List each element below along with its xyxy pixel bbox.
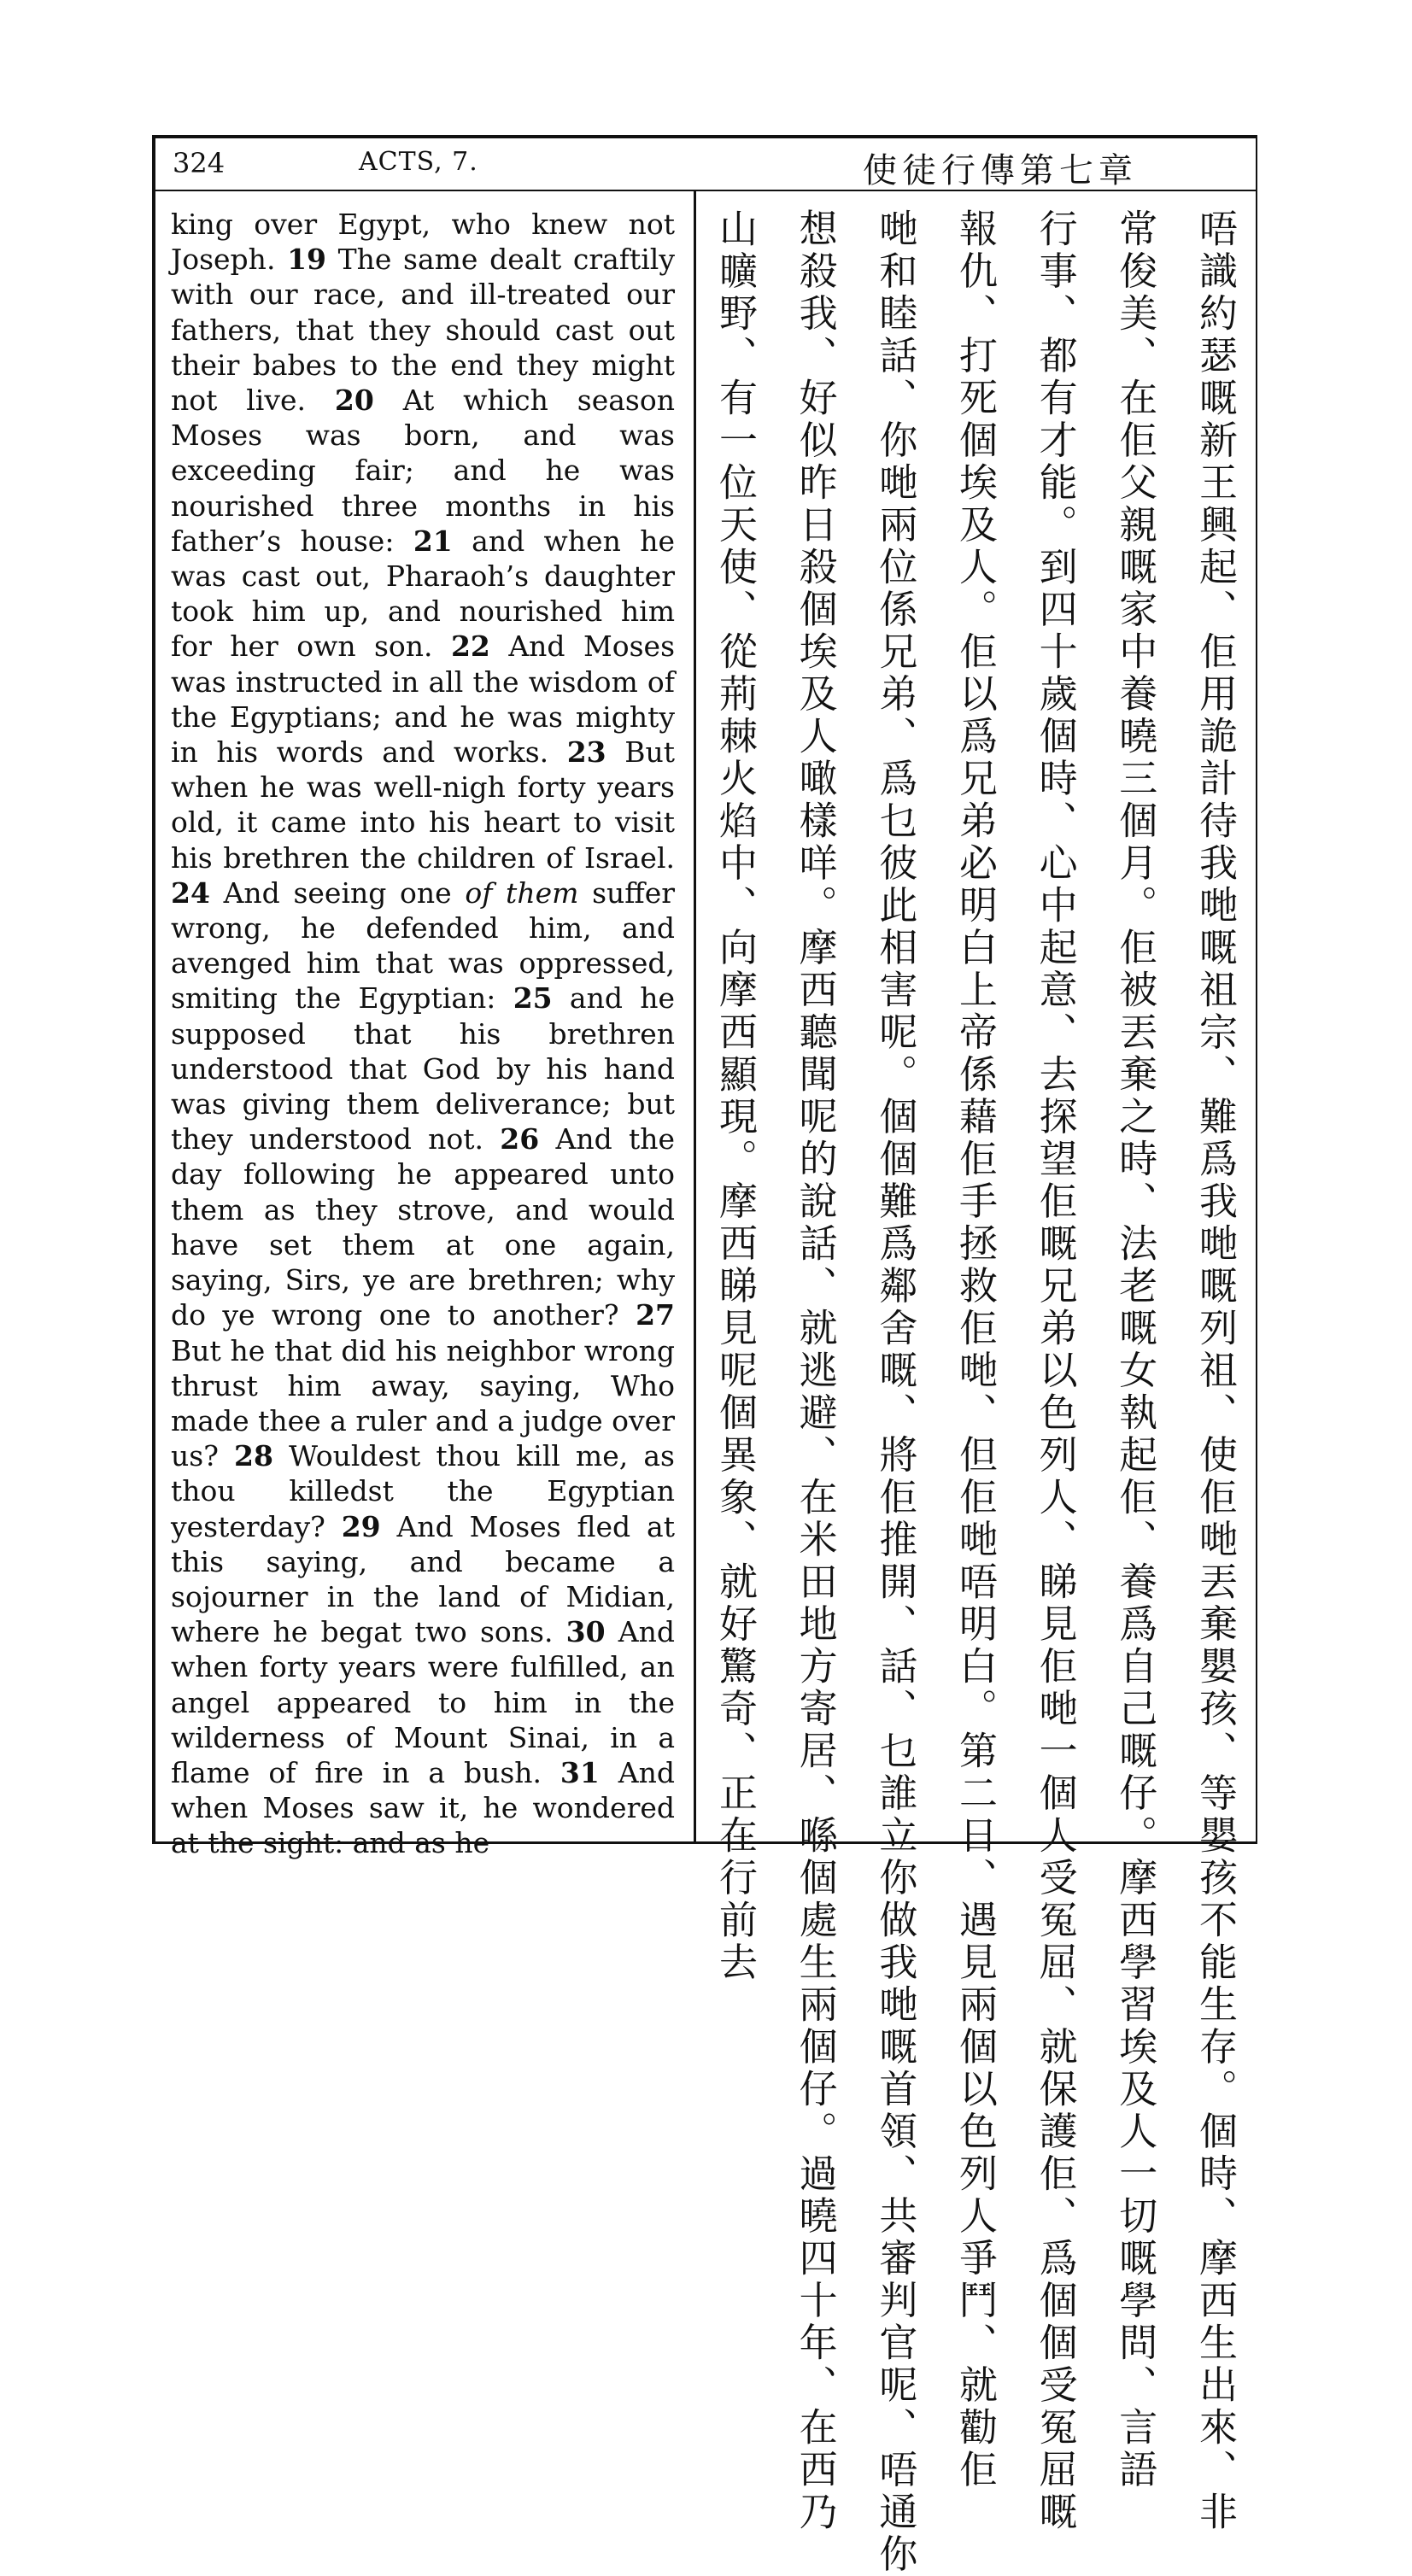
sentence: suffer wrong, he defended him, and avenged him that was oppressed, smiting the Egyptian: — [171, 875, 675, 1016]
sentence: and he supposed that his brethren understood that God by his hand was giving them deliverance; but they understood not. — [171, 981, 676, 1156]
verse-number: 22 — [450, 629, 490, 664]
page-number: 324 — [173, 147, 226, 179]
sentence: Wouldest thou kill me, as thou killedst the Egyptian yesterday? — [171, 1439, 675, 1543]
chinese-column-4: 報仇、打死個埃及人。佢以爲兄弟必明白上帝係藉佢手拯救佢哋、但佢哋唔明白。第二日、遇見兩個以色列人爭鬥、就勸佢 — [952, 208, 998, 2491]
chinese-column-1: 唔識約瑟嘅新王興起、佢用詭計待我哋嘅祖宗、難爲我哋嘅列祖、使佢哋丟棄嬰孩、等嬰孩不能生存。個時、摩西生出來、非 — [1192, 208, 1238, 2534]
sentence: And seeing one — [223, 875, 452, 910]
verse-number: 27 — [636, 1298, 676, 1332]
chinese-column-6: 想殺我、好似昨日殺個埃及人噉樣咩。摩西聽聞呢的說話、就逃避、在米田地方寄居、喺個處生兩個仔。過曉四十年、在西乃 — [792, 208, 838, 2534]
verse-number: 25 — [513, 981, 553, 1016]
chinese-column-2: 常俊美、在佢父親嘅家中養曉三個月。佢被丟棄之時、法老嘅女執起佢、養爲自己嘅仔。摩西學習埃及人一切嘅學問、言語 — [1112, 208, 1158, 2491]
verse-number: 24 — [171, 875, 210, 910]
sentence: The same dealt craftily with our race, and ill-treated our fathers, that they should cast out their babes to the end they might not live. — [171, 243, 675, 418]
verse-number: 20 — [334, 383, 374, 418]
sentence: king over Egypt, who knew not Joseph. — [171, 208, 675, 277]
sentence: And Moses was instructed in all the wisdom of the Egyptians; and he was mighty in his words and works. — [171, 629, 676, 770]
sentence: And when forty years were fulfilled, an angel appeared to him in the wilderness of Mount Sinai, in a flame of fire in a bush. — [171, 1615, 675, 1789]
italic-phrase: of them — [465, 875, 579, 910]
verse-number: 31 — [560, 1755, 600, 1789]
sentence: But he that did his neighbor wrong thrust him away, saying, Who made thee a ruler and a judge over us? — [171, 1333, 675, 1473]
verse-number: 30 — [565, 1615, 606, 1649]
running-head: ACTS, 7. — [359, 147, 478, 177]
verse-number: 19 — [287, 243, 326, 277]
sentence: At which season Moses was born, and was exceeding fair; and he was nourished three months in his father’s house: — [171, 383, 675, 558]
english-text-column — [171, 207, 675, 1861]
verse-number: 21 — [413, 524, 453, 558]
chinese-column-5: 哋和睦話、你哋兩位係兄弟、爲乜彼此相害呢。個個難爲鄰舍嘅、將佢推開、話、乜誰立你做我哋嘅首領、共審判官呢、唔通你 — [872, 208, 918, 2576]
verse-number: 28 — [234, 1439, 273, 1473]
chinese-column-3: 行事、都有才能。到四十歲個時、心中起意、去探望佢嘅兄弟以色列人、睇見佢哋一個人受冤屈、就保護佢、爲個個受冤屈嘅 — [1032, 208, 1078, 2534]
chinese-text-column — [706, 208, 1244, 2576]
verse-number: 26 — [500, 1122, 540, 1156]
chinese-chapter-title: 使徒行傳第七章 — [863, 151, 1138, 190]
chinese-column-7: 山曠野、有一位天使、從荊棘火焰中、向摩西顯現。摩西睇見呢個異象、就好驚奇、正在行前去 — [712, 208, 758, 1984]
sentence: And when Moses saw it, he wondered at the sight: and as he — [171, 1755, 675, 1860]
sentence: And the day following he appeared unto them as they strove, and would have set them at one again, saying, Sirs, ye are brethren; why do ye wrong one to another? — [171, 1122, 675, 1332]
sentence: And Moses fled at this saying, and became a sojourner in the land of Midian, where he begat two sons. — [171, 1509, 675, 1649]
column-divider — [694, 191, 696, 1841]
verse-number: 29 — [341, 1509, 381, 1543]
verse-number: 23 — [566, 735, 606, 770]
sentence: But when he was well-nigh forty years old, it came into his heart to visit his brethren the children of Israel. — [171, 735, 675, 875]
top-rule — [152, 135, 1257, 138]
sentence: and when he was cast out, Pharaoh’s daughter took him up, and nourished him for her own son. — [171, 524, 675, 664]
